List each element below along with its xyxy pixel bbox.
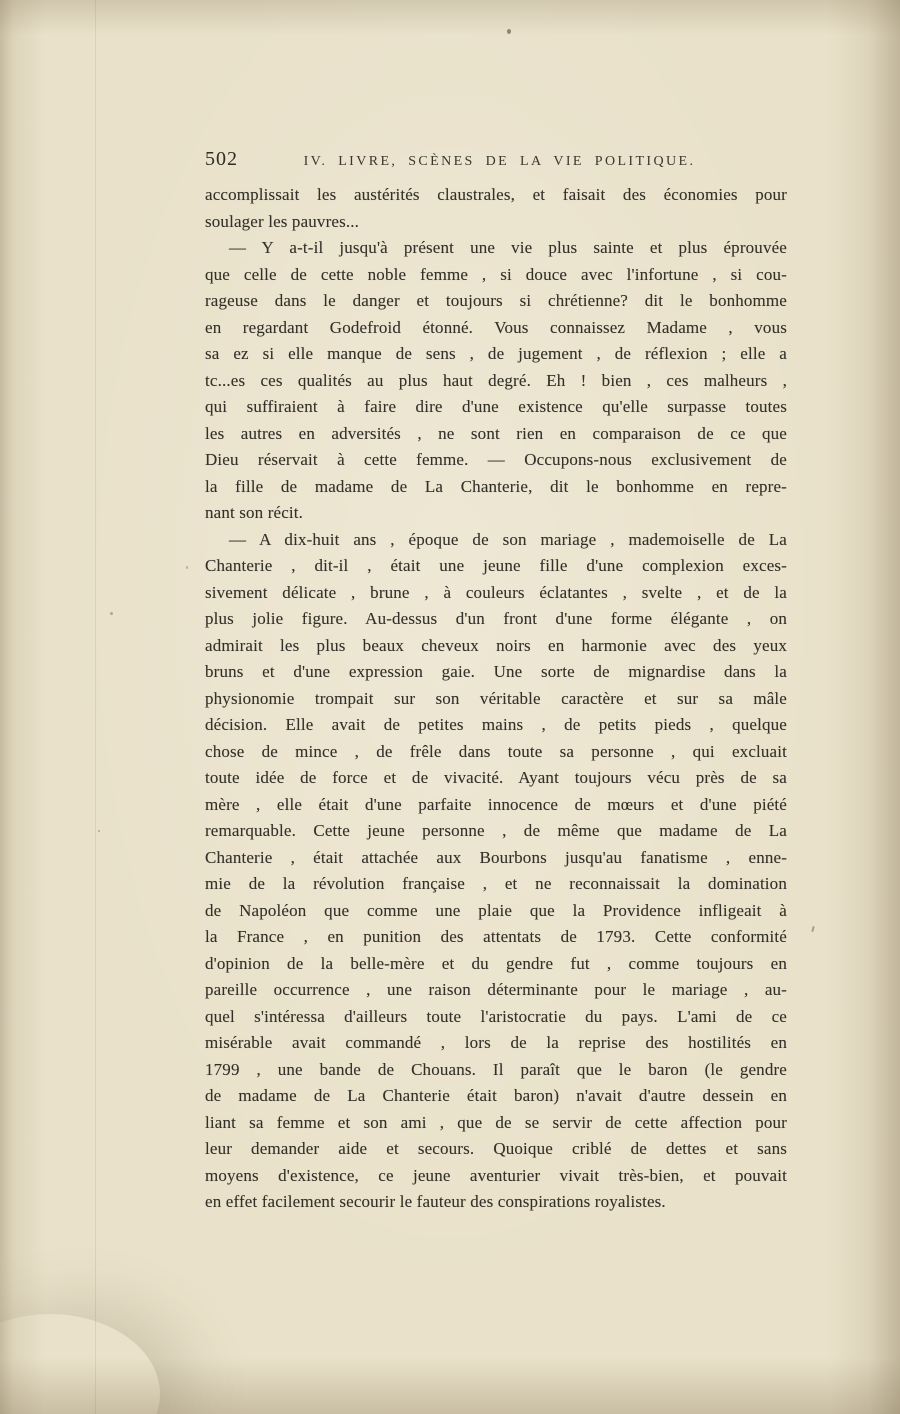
text-line: 1799 , une bande de Chouans. Il paraît que le baron (le gendre (205, 1059, 787, 1079)
text-line: leur demander aide et secours. Quoique criblé de dettes et sans (205, 1139, 787, 1158)
paper-speck (98, 830, 100, 832)
text-line: la France , en punition des attentats de 1793. Cette conformité (205, 927, 787, 946)
text-line: plus jolie figure. Au-dessus d'un front d'une forme élégante , on (205, 609, 787, 628)
text-line: remarquable. Cette jeune personne , de même que madame de La (205, 821, 787, 840)
running-header (205, 146, 787, 175)
text-line: mère , elle était d'une parfaite innocence de mœurs et d'une piété (205, 794, 787, 814)
text-line: que celle de cette noble femme , si douce avec l'infortune , si cou- (205, 264, 787, 284)
text-line: décision. Elle avait de petites mains , de petits pieds , quelque (205, 715, 787, 734)
paragraph (205, 235, 787, 527)
text-line: quel s'intéressa d'ailleurs toute l'aristocratie du pays. L'ami de ce (205, 1006, 787, 1026)
text-line: de madame de La Chanterie était baron) n'avait d'autre dessein en (205, 1086, 787, 1105)
text-line: mie de la révolution française , et ne reconnaissait la domination (205, 874, 787, 893)
text-line: bruns et d'une expression gaie. Une sorte de mignardise dans la (205, 662, 787, 681)
paper-speck (110, 612, 113, 615)
text-line: misérable avait commandé , lors de la reprise des hostilités en (205, 1033, 787, 1052)
text-line: de Napoléon que comme une plaie que la Providence infligeait à (205, 900, 787, 920)
text-line: en effet facilement secourir le fauteur des conspirations royalistes. (205, 1192, 666, 1211)
text-line: la fille de madame de La Chanterie, dit le bonhomme en repre- (205, 476, 787, 496)
text-line: soulager les pauvres... (205, 211, 360, 231)
text-line: moyens d'existence, ce jeune aventurier vivait très-bien, et pouvait (205, 1165, 787, 1185)
text-line: — Y a-t-il jusqu'à présent une vie plus sainte et plus éprouvée (229, 238, 787, 257)
text-line: Dieu réservait à cette femme. — Occupons-nous exclusivement de (205, 450, 787, 469)
text-line: toute idée de force et de vivacité. Ayant toujours vécu près de sa (205, 768, 787, 787)
paper-speck (811, 926, 814, 932)
text-line: Chanterie , dit-il , était une jeune fille d'une complexion exces- (205, 556, 787, 575)
text-line: qui suffiraient à faire dire d'une existence qu'elle surpasse toutes (205, 397, 787, 416)
text-line: d'opinion de la belle-mère et du gendre fut , comme toujours en (205, 953, 787, 973)
text-line: accomplissait les austérités claustrales, et faisait des économies pour (205, 185, 787, 204)
text-line: rageuse dans le danger et toujours si chrétienne? dit le bonhomme (205, 291, 787, 310)
paper-speck (507, 29, 511, 34)
text-line: pareille occurrence , une raison déterminante pour le mariage , au- (205, 980, 787, 999)
text-line: chose de mince , de frêle dans toute sa personne , qui excluait (205, 741, 787, 761)
text-line: en regardant Godefroid étonné. Vous connaissez Madame , vous (205, 317, 787, 337)
text-line: nant son récit. (205, 503, 304, 522)
page-number: 502 (205, 148, 238, 170)
text-line: les autres en adversités , ne sont rien en comparaison de ce que (205, 423, 787, 443)
text-line: Chanterie , était attachée aux Bourbons jusqu'au fanatisme , enne- (205, 847, 787, 867)
paper-speck (186, 566, 188, 569)
text-block (205, 182, 787, 1216)
text-line: sivement délicate , brune , à couleurs éclatantes , svelte , et de la (205, 582, 787, 602)
running-title: IV. LIVRE, SCÈNES DE LA VIE POLITIQUE. (303, 154, 696, 169)
text-line: — A dix-huit ans , époque de son mariage , mademoiselle de La (229, 529, 787, 549)
text-line: tc...es ces qualités au plus haut degré. Eh ! bien , ces malheurs , (205, 370, 787, 390)
paragraph (205, 182, 787, 235)
paragraph (205, 527, 787, 1216)
text-line: physionomie trompait sur son véritable caractère et sur sa mâle (205, 688, 787, 708)
text-line: admirait les plus beaux cheveux noirs en harmonie avec des yeux (205, 635, 787, 655)
page-content (205, 146, 787, 1216)
text-line: liant sa femme et son ami , que de se servir de cette affection pour (205, 1112, 787, 1132)
text-line: sa ez si elle manque de sens , de jugement , de réflexion ; elle a (205, 344, 787, 363)
